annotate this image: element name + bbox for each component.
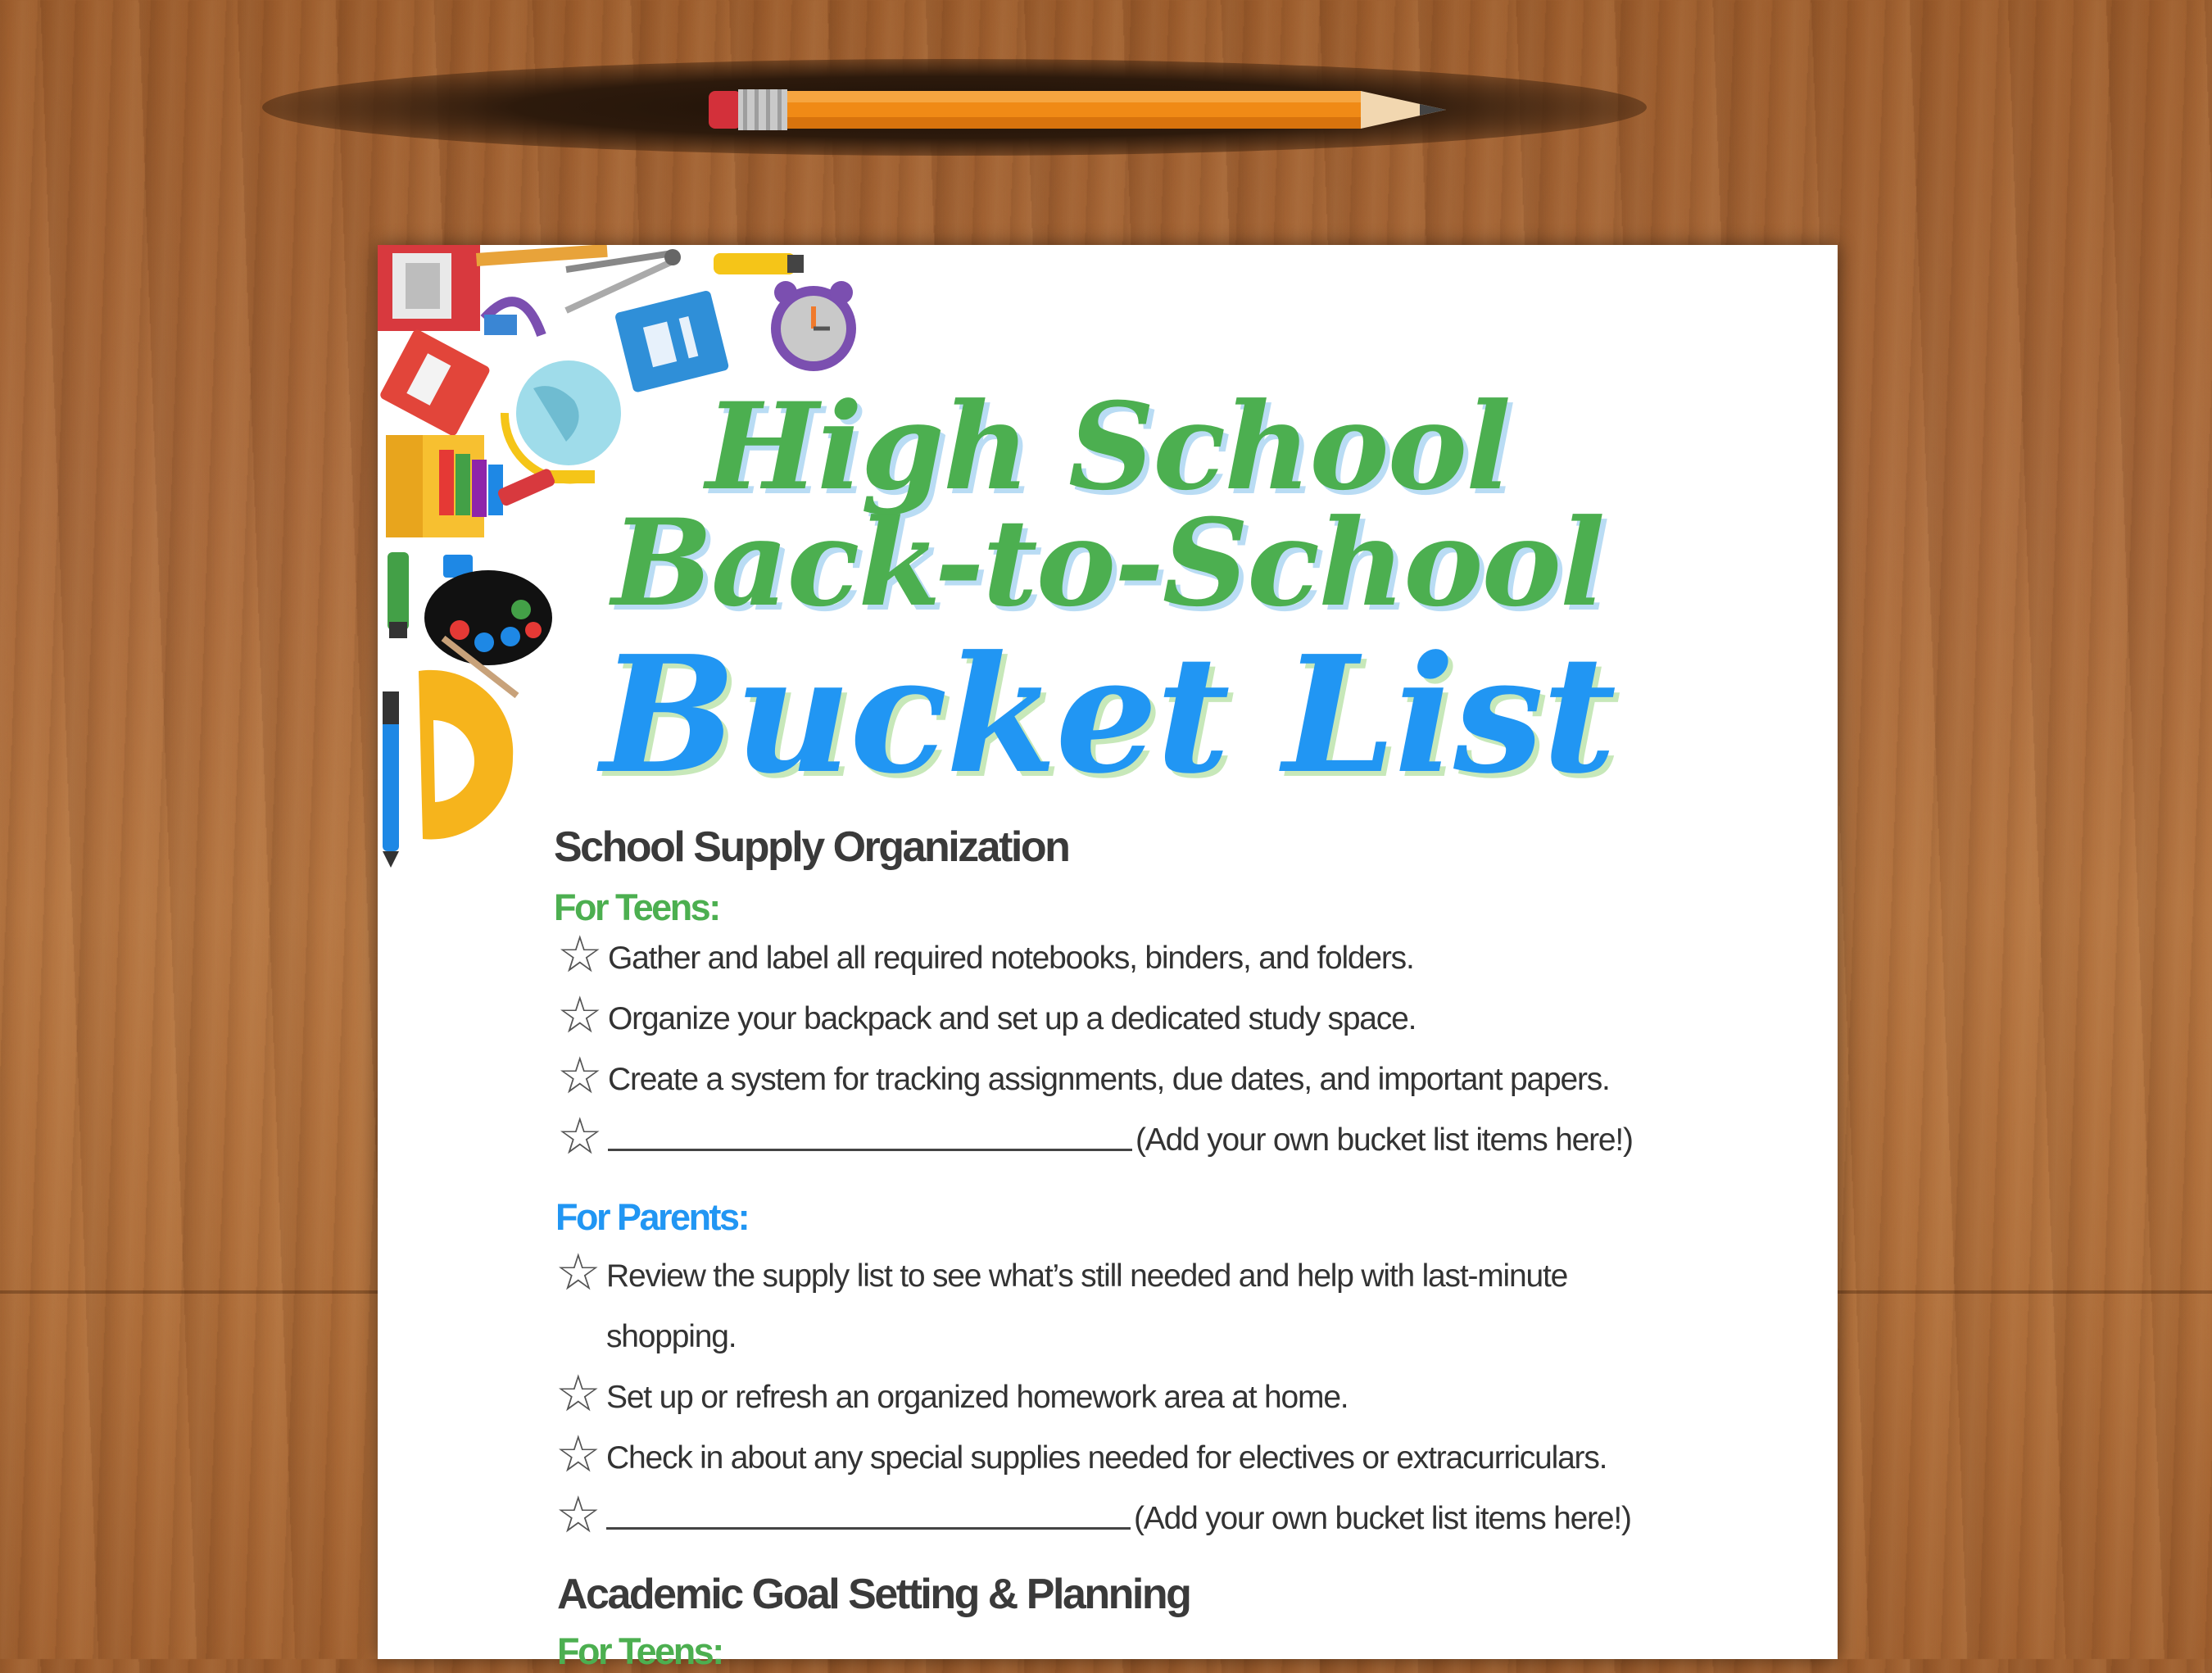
star-outline-icon: ☆ — [555, 1485, 601, 1544]
title-line-2: Back-to-School — [611, 493, 1604, 633]
for-parents-label: For Parents: — [555, 1196, 749, 1238]
for-teens-label: For Teens: — [557, 1630, 723, 1672]
protractor-small-icon — [484, 302, 542, 335]
for-teens-label: For Teens: — [554, 886, 719, 928]
star-outline-icon: ☆ — [555, 1242, 601, 1302]
star-outline-icon: ☆ — [557, 1045, 603, 1105]
title-line-1: High School — [705, 377, 1510, 517]
section-heading-supply: School Supply Organization — [554, 823, 1069, 871]
notebook-icon — [378, 245, 480, 331]
star-outline-icon: ☆ — [557, 985, 603, 1045]
blank-line — [608, 1116, 1132, 1151]
marker-icon — [714, 253, 804, 274]
section-heading-academic: Academic Goal Setting & Planning — [557, 1571, 1190, 1618]
star-outline-icon: ☆ — [555, 1363, 601, 1423]
star-outline-icon: ☆ — [557, 1106, 603, 1166]
blank-line — [606, 1494, 1131, 1530]
star-outline-icon: ☆ — [557, 924, 603, 984]
star-outline-icon: ☆ — [555, 1424, 601, 1484]
pencil-icon — [709, 84, 1454, 135]
title-line-3: Bucket List — [601, 621, 1615, 809]
alarm-clock-icon — [771, 281, 856, 371]
